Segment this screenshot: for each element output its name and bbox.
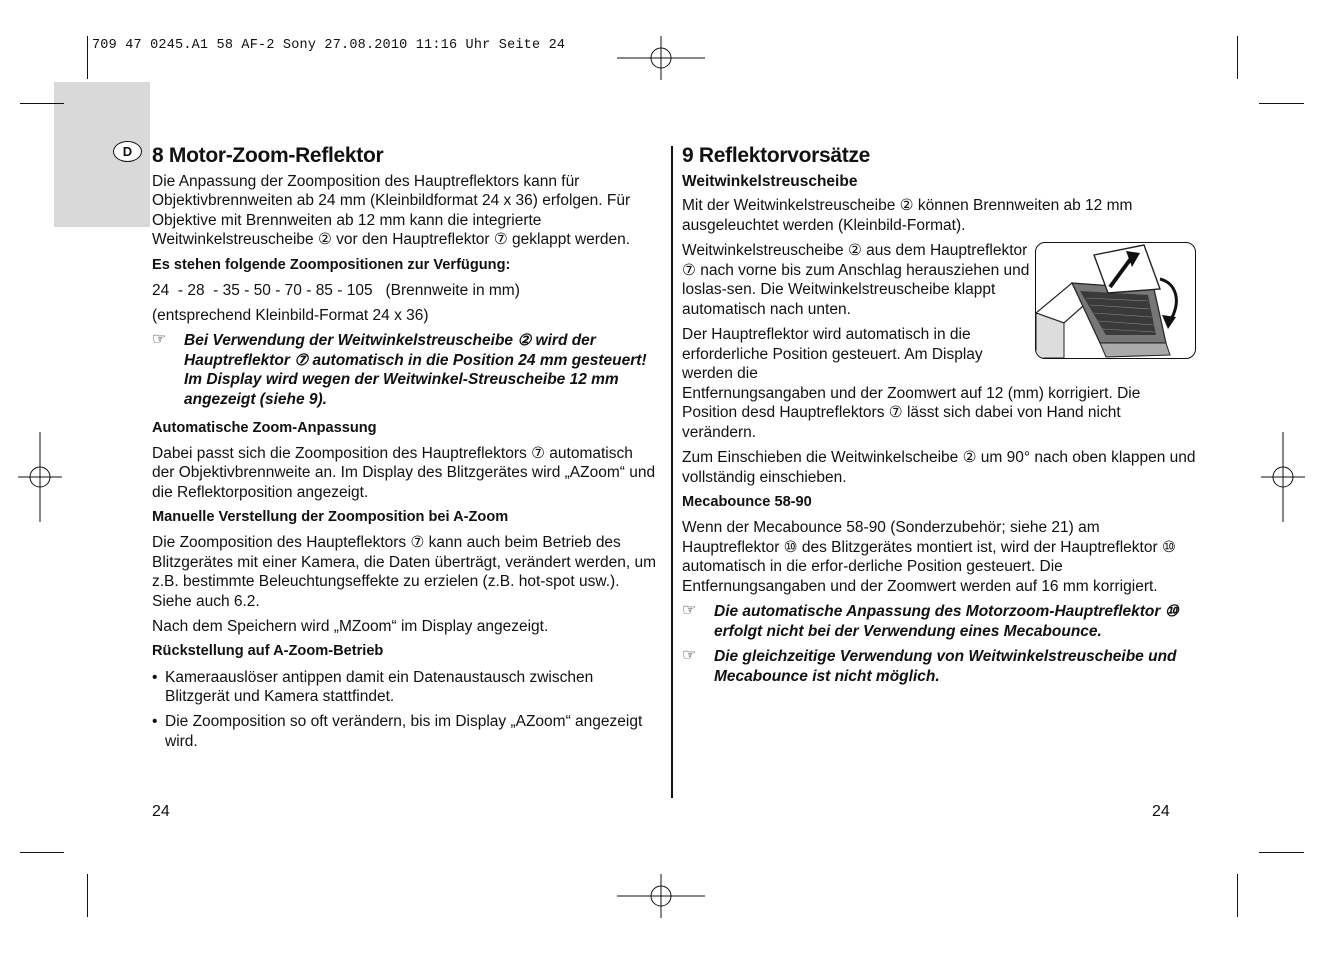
list-item (152, 712, 657, 751)
section-title-reflector-attachments: 9 Reflektorvorsätze (682, 144, 871, 167)
left-column (152, 146, 657, 757)
note-wide-angle (152, 331, 657, 409)
auto-zoom-heading: Automatische Zoom-Anpassung (152, 419, 377, 436)
pointing-hand-icon: ☞ (682, 647, 697, 665)
page-number-left: 24 (152, 803, 170, 820)
auto-zoom-text: Dabei passt sich die Zoomposition des Hauptreflektors ⑦ automatisch der Objektivbrennweite an. Im Display des Blitzgerätes wird „AZoom“ und die Reflektorposition angezeigt. (152, 444, 656, 501)
wide-angle-diffuser-illustration (1035, 242, 1196, 359)
wide-angle-text-3b: Entfernungsangaben und der Zoomwert auf 12 (mm) korrigiert. Die Position desd Hauptreflektors ⑦ lässt sich dabei von Hand nicht verändern. (682, 384, 1141, 441)
crop-mark (87, 36, 88, 79)
print-slug: 709 47 0245.A1 58 AF-2 Sony 27.08.2010 11:16 Uhr Seite 24 (92, 38, 566, 53)
note-wide-angle-text: Bei Verwendung der Weitwinkelstreuscheibe ② wird der Hauptreflektor ⑦ automatisch in die Position 24 mm gesteuert! Im Display wird wegen der Weitwinkel-Streuscheibe 12 mm angezeigt (siehe 9). (184, 332, 647, 408)
crop-mark (1237, 36, 1238, 79)
wide-angle-heading: Weitwinkelstreuscheibe (682, 172, 858, 190)
note-mecabounce-2 (682, 647, 1197, 686)
wide-angle-text-2: Weitwinkelstreuscheibe ② aus dem Hauptreflektor ⑦ nach vorne bis zum Anschlag herausziehen und loslas-sen. Die Weitwinkelstreuscheibe klappt automatisch nach unten. (682, 241, 1030, 318)
column-divider (671, 146, 673, 798)
manual-zoom-text: Die Zoomposition des Haupteflektors ⑦ kann auch beim Betrieb des Blitzgerätes mit einer Kamera, die Daten überträgt, verändert werden, um z.B. bestimmte Beleuchtungseffekte zu erzielen (z.B. hot-spot usw.). Siehe auch 6.2. (152, 534, 656, 611)
pointing-hand-icon: ☞ (682, 602, 697, 620)
note-text: Die gleichzeitige Verwendung von Weitwinkelstreuscheibe und Mecabounce ist nicht möglich. (714, 648, 1177, 685)
list-item-text: Kameraauslöser antippen damit ein Datenaustausch zwischen Blitzgerät und Kamera stattfindet. (165, 668, 594, 706)
registration-mark-icon (1261, 432, 1305, 522)
section-title-motor-zoom: 8 Motor-Zoom-Reflektor (152, 144, 384, 167)
crop-mark (20, 852, 64, 853)
flash-head-drawing (1036, 243, 1195, 358)
crop-mark (20, 103, 64, 104)
registration-mark-icon (18, 432, 62, 522)
registration-mark-icon (617, 874, 705, 918)
bullet-icon: • (152, 713, 158, 731)
crop-mark (1259, 852, 1304, 853)
right-column (682, 146, 1197, 692)
mecabounce-heading: Mecabounce 58-90 (682, 493, 812, 510)
registration-mark-icon (617, 36, 705, 80)
list-item-text: Die Zoomposition so oft verändern, bis im Display „AZoom“ angezeigt wird. (165, 713, 643, 750)
reset-heading: Rückstellung auf A-Zoom-Betrieb (152, 643, 384, 660)
note-mecabounce-1 (682, 602, 1197, 641)
zoom-positions-heading: Es stehen folgende Zoompositionen zur Verfügung: (152, 256, 511, 273)
crop-mark (87, 874, 88, 917)
wide-angle-text-4: Zum Einschieben die Weitwinkelscheibe ② um 90° nach oben klappen und vollständig einschieben. (682, 449, 1196, 486)
crop-mark (1259, 103, 1304, 104)
manual-zoom-heading: Manuelle Verstellung der Zoomposition bei A-Zoom (152, 509, 509, 526)
zoom-positions-equivalent: (entsprechend Kleinbild-Format 24 x 36) (152, 306, 429, 324)
bullet-icon: • (152, 668, 158, 686)
wide-angle-text-1: Mit der Weitwinkelstreuscheibe ② können Brennweiten ab 12 mm ausgeleuchtet werden (Kleinbild-Format). (682, 197, 1133, 234)
crop-mark (1237, 874, 1238, 917)
manual-zoom-text-2: Nach dem Speichern wird „MZoom“ im Display angezeigt. (152, 618, 549, 636)
note-text: Die automatische Anpassung des Motorzoom-Hauptreflektor ⑩ erfolgt nicht bei der Verwendung eines Mecabounce. (714, 603, 1179, 640)
language-badge: D (113, 141, 142, 162)
pointing-hand-icon: ☞ (152, 331, 167, 349)
list-item (152, 668, 657, 707)
page-number-right: 24 (1152, 803, 1170, 820)
intro-paragraph: Die Anpassung der Zoomposition des Hauptreflektors kann für Objektivbrennweiten ab 24 mm (Kleinbildformat 24 x 36) erfolgen. Für Objektive mit Brennweiten ab 12 mm kann die integrierte Weitwinkelstreuscheibe ② vor den Hauptreflektor ⑦ geklappt werden. (152, 172, 631, 249)
wide-angle-text-3a: Der Hauptreflektor wird automatisch in die erforderliche Position gesteuert. Am Display werden die (682, 325, 983, 383)
mecabounce-text: Wenn der Mecabounce 58-90 (Sonderzubehör; siehe 21) am Hauptreflektor ⑩ des Blitzgerätes montiert ist, wird der Hauptreflektor ⑩ automatisch in die erfor-derliche Position gesteuert. Die Entfernungsangaben und der Zoomwert werden auf 16 mm korrigiert. (682, 519, 1176, 595)
zoom-positions-values: 24 - 28 - 35 - 50 - 70 - 85 - 105 (Brennweite in mm) (152, 281, 520, 299)
